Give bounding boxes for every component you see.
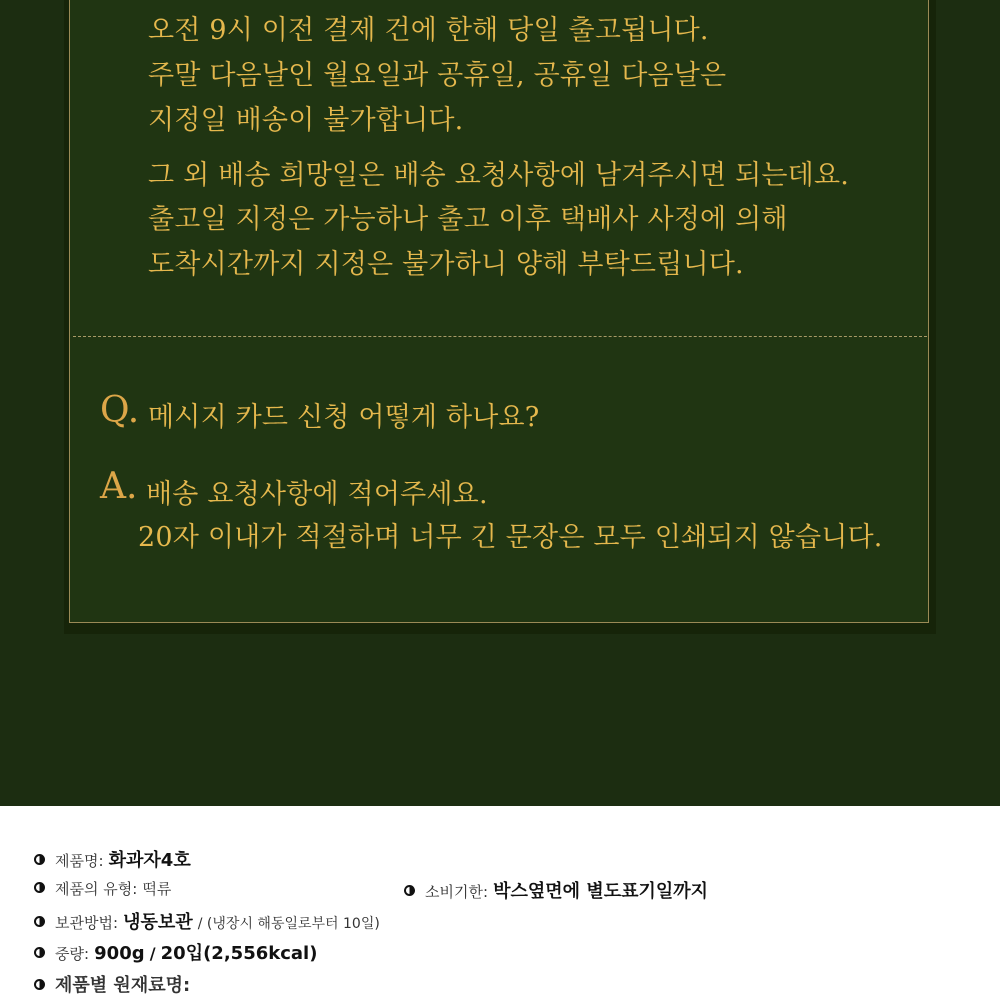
half-circle-bullet-icon (34, 916, 45, 927)
half-circle-bullet-icon (404, 885, 415, 896)
shipping-line-2: 주말 다음날인 월요일과 공휴일, 공휴일 다음날은 (148, 60, 727, 91)
shipping-line-1: 오전 9시 이전 결제 건에 한해 당일 출고됩니다. (148, 15, 709, 46)
ingredients-row (34, 971, 190, 997)
half-circle-bullet-icon (34, 979, 45, 990)
shipping-line-6: 도착시간까지 지정은 불가하니 양해 부탁드립니다. (148, 249, 744, 280)
storage-note: / (냉장시 해동일로부터 10일) (197, 916, 380, 932)
storage-row (34, 908, 380, 934)
weight-value: 900g (94, 943, 145, 964)
shipping-line-4: 그 외 배송 희망일은 배송 요청사항에 남겨주시면 되는데요. (148, 160, 850, 191)
answer-line-1: 배송 요청사항에 적어주세요. (146, 479, 488, 510)
product-name-label: 제품명: (55, 852, 104, 870)
shipping-line-5: 출고일 지정은 가능하나 출고 이후 택배사 사정에 의해 (148, 204, 788, 235)
product-type-label: 제품의 유형: (55, 880, 138, 898)
answer-line-2: 20자 이내가 적절하며 너무 긴 문장은 모두 인쇄되지 않습니다. (138, 522, 883, 553)
question-text: 메시지 카드 신청 어떻게 하나요? (148, 402, 540, 433)
half-circle-bullet-icon (34, 882, 45, 893)
answer-mark-label: A. (100, 466, 138, 507)
section-divider (73, 336, 927, 337)
half-circle-bullet-icon (34, 947, 45, 958)
weight-label: 중량: (55, 945, 90, 963)
count-value: 20입(2,556kcal) (160, 943, 318, 964)
product-type-row (34, 878, 171, 899)
weight-row (34, 939, 317, 965)
weight-separator: / (149, 944, 156, 963)
storage-value: 냉동보관 (123, 912, 193, 933)
shipping-line-3: 지정일 배송이 불가합니다. (148, 105, 464, 136)
expiry-row (404, 877, 708, 903)
storage-label: 보관방법: (55, 914, 119, 932)
ingredients-label: 제품별 원재료명: (55, 975, 191, 996)
expiry-value: 박스옆면에 별도표기일까지 (493, 881, 709, 902)
product-type-value: 떡류 (142, 880, 172, 898)
expiry-label: 소비기한: (425, 883, 489, 901)
question-mark-label: Q. (100, 390, 140, 431)
product-name-value: 화과자4호 (108, 850, 191, 871)
half-circle-bullet-icon (34, 854, 45, 865)
product-name-row (34, 846, 191, 872)
